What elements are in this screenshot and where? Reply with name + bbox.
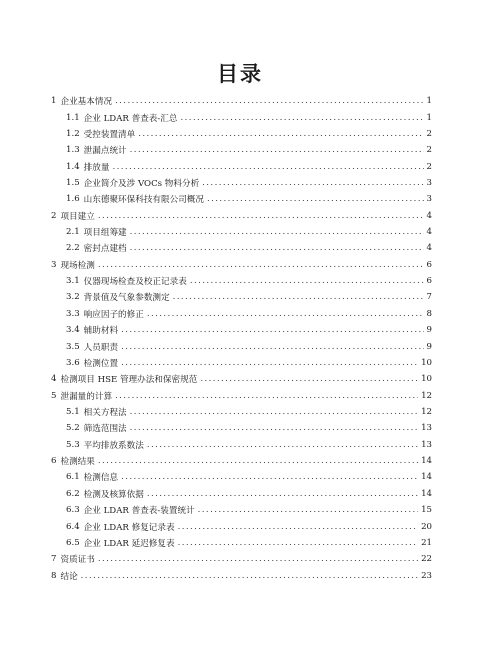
toc-entry-label: 企业 LDAR 普查表-汇总: [83, 113, 178, 124]
toc-entry-number: 6.3: [66, 505, 80, 516]
toc-entry-label: 资质证书: [60, 555, 95, 566]
toc-entry-label: 泄漏点统计: [83, 146, 127, 157]
toc-entry-number: 1.6: [66, 194, 80, 205]
toc-entry-page: 20: [421, 521, 432, 532]
toc-entry[interactable]: [0, 175, 480, 191]
toc-entry-label: 相关方程法: [83, 408, 127, 418]
toc-entry-number: 1.5: [66, 177, 80, 188]
toc-entry-page: 6: [426, 276, 432, 287]
toc-entry-page: 9: [426, 325, 432, 336]
toc-entry-number: 5.2: [66, 423, 80, 434]
toc-dot-leader: [207, 194, 424, 204]
toc-entry-page: 4: [426, 227, 432, 238]
toc-entry[interactable]: [0, 289, 480, 305]
toc-entry-page: 3: [426, 177, 432, 188]
toc-dot-leader: [178, 522, 418, 532]
toc-entry[interactable]: [0, 453, 480, 469]
toc-entry[interactable]: [0, 306, 480, 322]
toc-entry-label: 检测项目 HSE 管理办法和保密规范: [60, 375, 198, 386]
toc-entry[interactable]: [0, 257, 480, 273]
toc-entry[interactable]: [0, 240, 480, 256]
toc-entry[interactable]: [0, 567, 480, 583]
toc-entry[interactable]: [0, 502, 480, 518]
toc-entry-number: 3.1: [66, 276, 80, 287]
toc-dot-leader: [130, 423, 418, 433]
toc-entry[interactable]: [0, 404, 480, 420]
toc-dot-leader: [121, 342, 423, 352]
toc-entry[interactable]: [0, 191, 480, 207]
toc-entry-label: 筛选范围法: [83, 424, 127, 435]
toc-entry[interactable]: [0, 551, 480, 567]
toc-entry[interactable]: [0, 518, 480, 534]
toc-entry-label: 受控装置清单: [83, 129, 136, 140]
toc-entry-page: 14: [421, 472, 432, 483]
toc-dot-leader: [98, 456, 418, 466]
toc-entry-number: 1.1: [66, 112, 80, 123]
table-of-contents: [0, 93, 480, 584]
toc-entry-number: 8: [51, 570, 57, 581]
toc-entry-page: 7: [426, 292, 432, 303]
toc-entry[interactable]: [0, 93, 480, 109]
toc-entry[interactable]: [0, 535, 480, 551]
toc-entry-number: 7: [51, 554, 57, 565]
toc-dot-leader: [121, 325, 423, 335]
toc-entry-page: 12: [421, 407, 432, 417]
toc-entry[interactable]: [0, 338, 480, 354]
toc-entry-label: 企业 LDAR 延迟修复表: [83, 538, 175, 549]
toc-entry-page: 22: [421, 554, 432, 565]
toc-entry-page: 9: [426, 341, 432, 352]
toc-entry-number: 1: [51, 96, 57, 107]
toc-entry-page: 2: [426, 128, 432, 139]
toc-entry-number: 3: [51, 259, 57, 270]
toc-dot-leader: [98, 211, 424, 221]
toc-entry-label: 企业 LDAR 修复记录表: [83, 522, 175, 533]
toc-entry[interactable]: [0, 273, 480, 289]
toc-entry-number: 2.1: [66, 227, 80, 238]
toc-entry-label: 检测及核算依据: [83, 489, 144, 500]
toc-entry-page: 23: [421, 570, 432, 581]
toc-entry-page: 1: [426, 96, 432, 107]
toc-entry-label: 山东德聚环保科技有限公司概况: [83, 195, 204, 206]
toc-dot-leader: [121, 358, 418, 368]
toc-entry-number: 1.4: [66, 161, 80, 172]
toc-entry-page: 4: [426, 243, 432, 254]
toc-dot-leader: [190, 276, 424, 286]
toc-entry-page: 3: [426, 194, 432, 205]
toc-entry-number: 3.6: [66, 357, 80, 368]
toc-dot-leader: [147, 309, 424, 319]
toc-dot-leader: [121, 472, 418, 482]
toc-dot-leader: [112, 162, 423, 172]
toc-dot-leader: [98, 554, 418, 564]
toc-entry-number: 2: [51, 210, 57, 221]
toc-entry-number: 3.3: [66, 308, 80, 319]
toc-dot-leader: [130, 407, 418, 417]
toc-entry-label: 结论: [60, 571, 78, 582]
toc-entry-label: 检测位置: [83, 358, 119, 369]
toc-entry-page: 21: [421, 537, 432, 548]
toc-entry[interactable]: [0, 437, 480, 453]
toc-entry-label: 检测信息: [83, 473, 119, 484]
toc-dot-leader: [202, 178, 423, 188]
toc-dot-leader: [138, 129, 423, 139]
toc-entry-label: 检测结果: [60, 457, 95, 468]
toc-entry[interactable]: [0, 387, 480, 403]
toc-entry-label: 仪器现场检查及校正记录表: [83, 277, 187, 288]
page-title: 目录: [217, 62, 263, 86]
toc-dot-leader: [130, 145, 424, 155]
toc-entry[interactable]: [0, 486, 480, 502]
toc-dot-leader: [178, 538, 418, 548]
toc-entry-number: 3.2: [66, 292, 80, 303]
toc-entry[interactable]: [0, 224, 480, 240]
toc-entry-page: 12: [421, 390, 432, 401]
toc-entry-page: 14: [421, 456, 432, 467]
toc-entry-label: 排放量: [83, 162, 110, 173]
toc-dot-leader: [147, 489, 418, 499]
toc-entry-number: 3.4: [66, 325, 80, 336]
toc-entry-label: 企业基本情况: [60, 97, 113, 108]
toc-entry-number: 4: [51, 374, 57, 385]
toc-entry-page: 14: [421, 488, 432, 499]
toc-entry-label: 现场检测: [60, 260, 95, 271]
toc-dot-leader: [180, 113, 423, 123]
toc-entry-label: 项目建立: [60, 211, 95, 222]
toc-entry[interactable]: [0, 208, 480, 224]
toc-entry-label: 泄漏量的计算: [60, 391, 113, 402]
toc-entry-number: 1.2: [66, 128, 80, 139]
toc-entry-number: 1.3: [66, 145, 80, 156]
toc-entry-page: 15: [421, 505, 432, 516]
toc-entry-page: 13: [421, 423, 432, 434]
toc-entry-page: 2: [426, 161, 432, 172]
toc-entry[interactable]: [0, 322, 480, 338]
toc-entry-page: 2: [426, 145, 432, 156]
toc-entry-number: 5: [51, 390, 57, 401]
toc-entry-number: 6: [51, 456, 57, 467]
toc-entry[interactable]: [0, 420, 480, 436]
toc-entry-label: 企业 LDAR 普查表-装置统计: [83, 506, 195, 517]
toc-entry[interactable]: [0, 158, 480, 174]
toc-dot-leader: [147, 440, 418, 450]
toc-entry[interactable]: [0, 469, 480, 485]
toc-entry-label: 密封点建档: [83, 244, 127, 255]
toc-entry-number: 6.4: [66, 521, 80, 532]
toc-entry-label: 项目组筹建: [83, 228, 127, 239]
toc-entry-label: 平均排放系数法: [83, 440, 144, 451]
toc-entry[interactable]: [0, 355, 480, 371]
toc-dot-leader: [173, 292, 424, 302]
toc-entry[interactable]: [0, 126, 480, 142]
toc-entry-number: 6.2: [66, 488, 80, 499]
toc-entry-label: 响应因子的修正: [83, 309, 144, 320]
toc-entry-page: 4: [426, 210, 432, 221]
toc-entry-number: 6.1: [66, 472, 80, 483]
toc-dot-leader: [98, 260, 424, 270]
toc-dot-leader: [115, 391, 418, 401]
toc-entry-label: 背景值及气象参数测定: [83, 293, 170, 304]
toc-entry-number: 6.5: [66, 537, 80, 548]
toc-entry-page: 1: [426, 112, 432, 123]
toc-dot-leader: [130, 227, 424, 237]
toc-dot-leader: [81, 571, 418, 581]
toc-dot-leader: [115, 96, 423, 106]
toc-entry-page: 10: [421, 357, 432, 368]
toc-dot-leader: [130, 243, 424, 253]
toc-entry[interactable]: [0, 142, 480, 158]
toc-entry-number: 3.5: [66, 341, 80, 352]
toc-entry-label: 企业简介及涉 VOCs 物料分析: [83, 178, 200, 189]
toc-dot-leader: [198, 505, 418, 515]
toc-entry-page: 10: [421, 374, 432, 385]
toc-entry-number: 5.3: [66, 439, 80, 450]
toc-entry[interactable]: [0, 109, 480, 125]
toc-entry[interactable]: [0, 371, 480, 387]
toc-entry-page: 8: [426, 308, 432, 319]
toc-entry-number: 2.2: [66, 243, 80, 254]
toc-entry-number: 5.1: [66, 407, 80, 417]
toc-entry-page: 13: [421, 439, 432, 450]
toc-entry-page: 6: [426, 259, 432, 270]
toc-entry-label: 辅助材料: [83, 326, 119, 337]
toc-entry-label: 人员职责: [83, 342, 119, 353]
toc-dot-leader: [200, 374, 418, 384]
